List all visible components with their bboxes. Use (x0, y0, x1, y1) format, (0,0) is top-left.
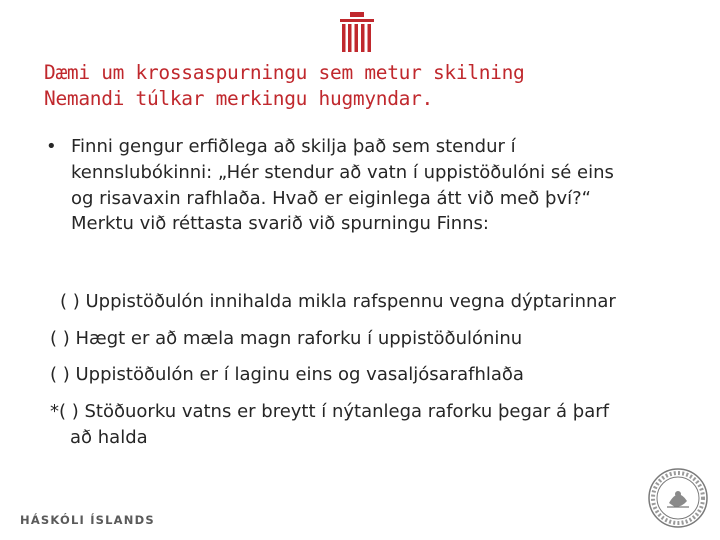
question-bullet (46, 134, 696, 237)
answer-option-4-correct (50, 399, 710, 451)
slide-title-line-2: Nemandi túlkar merkingu hugmyndar. (44, 87, 433, 110)
slide-title (44, 60, 684, 112)
university-seal-icon (647, 467, 709, 529)
slide-title-line-1: Dæmi um krossaspurningu sem metur skilning (44, 61, 525, 84)
question-text: Finni gengur erfiðlega að skilja það sem stendur í kennslubókinni: „Hér stendur að vatn í uppistöðulóni sé eins og risavaxin rafhlaða. Hvað er eiginlega átt við með því?“ Merktu við réttasta svarið við spurningu Finns: (71, 136, 614, 235)
answer-option-4-text: *( ) Stöðuorku vatns er breytt í nýtanlega raforku þegar á þarf (50, 400, 609, 422)
bullet-marker: • (46, 136, 57, 157)
answer-option-4-continuation: að halda (70, 426, 148, 448)
answer-option-3: ( ) Uppistöðulón er í laginu eins og vasaljósarafhlaða (50, 364, 524, 385)
university-columns-logo-icon (337, 12, 377, 54)
answer-option-2: ( ) Hægt er að mæla magn raforku í uppistöðulóninu (50, 327, 523, 349)
answer-option-1: ( ) Uppistöðulón innihalda mikla rafspennu vegna dýptarinnar (60, 291, 616, 312)
university-name: HÁSKÓLI ÍSLANDS (20, 513, 155, 527)
answer-options (50, 289, 710, 461)
